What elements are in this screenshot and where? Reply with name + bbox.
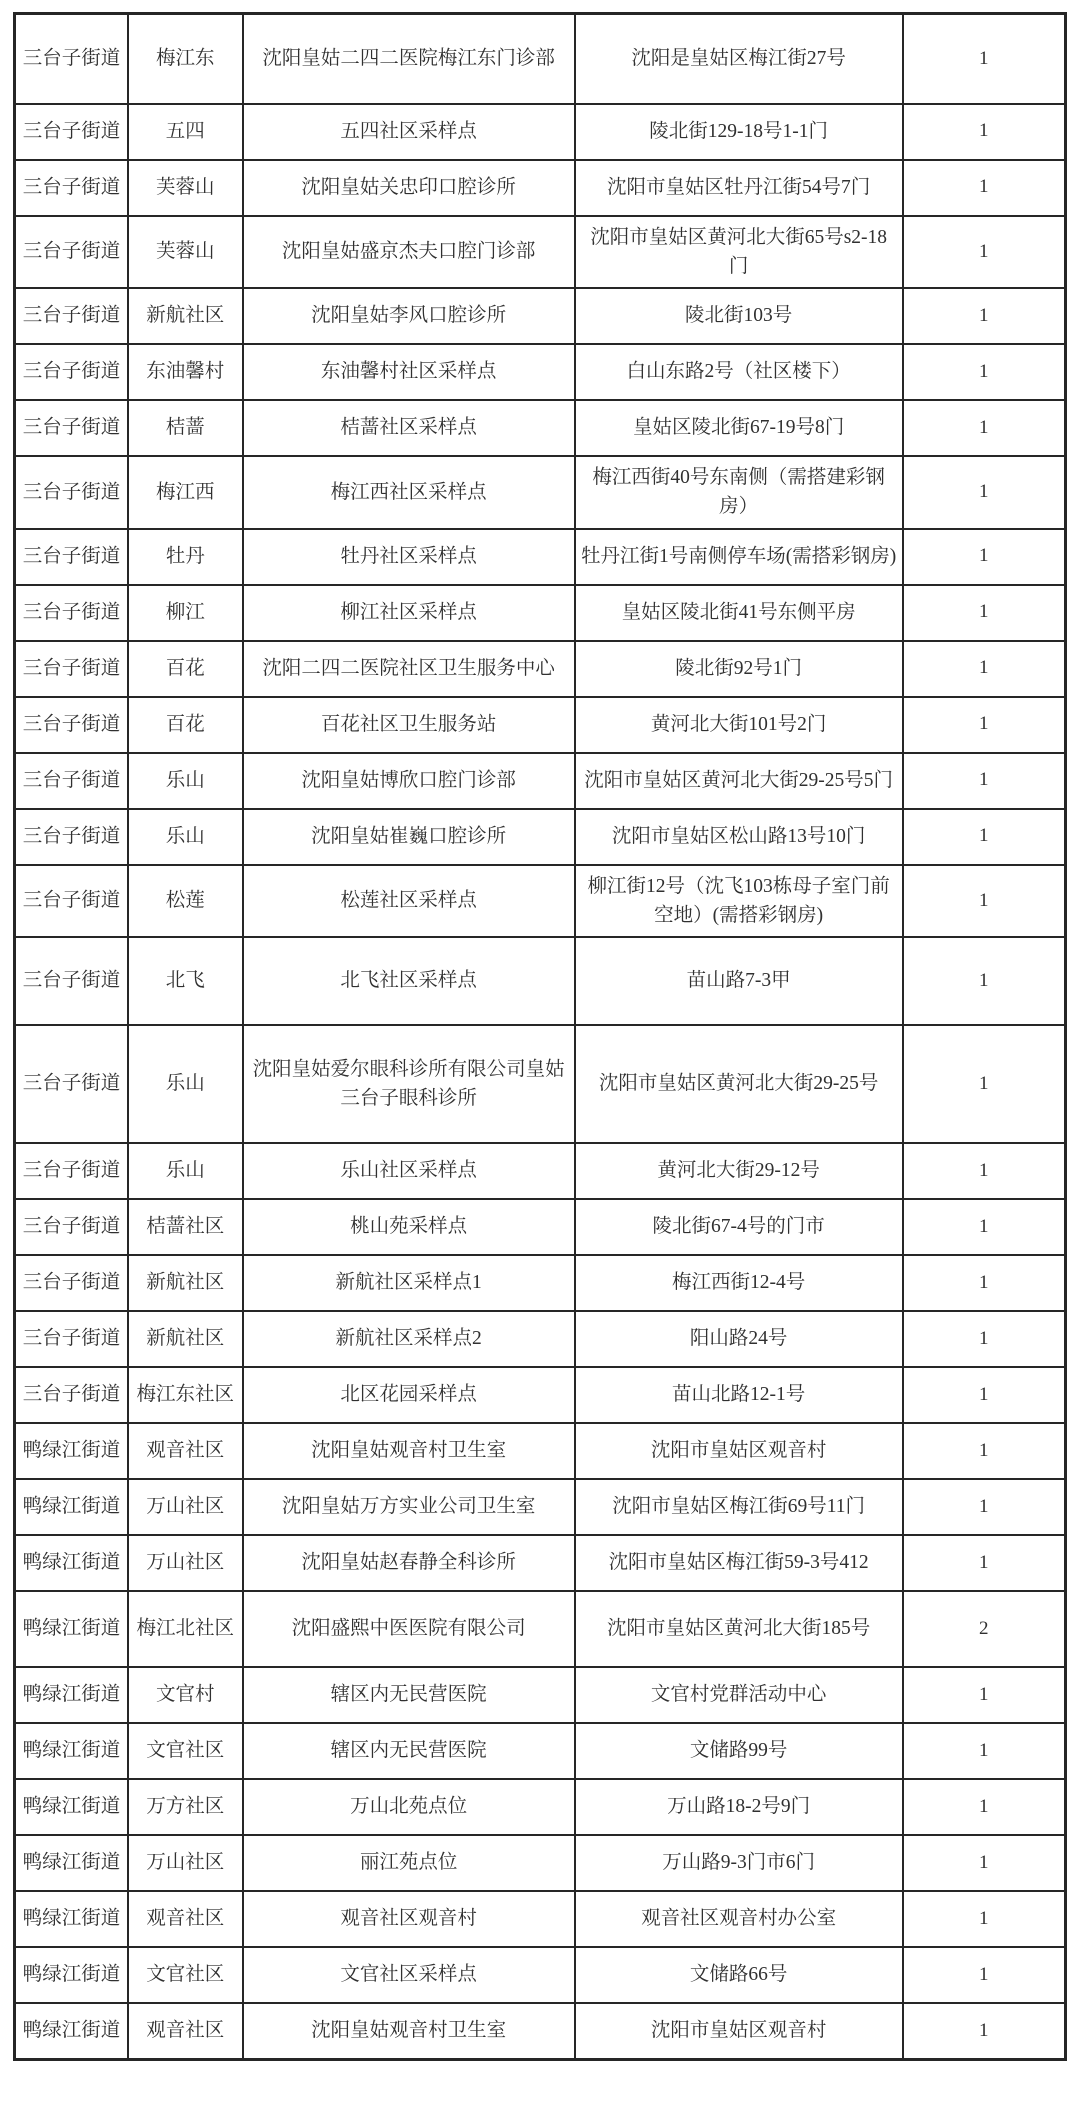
table-row	[15, 937, 1066, 1025]
cell-site: 沈阳盛熙中医医院有限公司	[243, 1591, 575, 1667]
cell-address: 沈阳市皇姑区牡丹江街54号7门	[575, 160, 903, 216]
cell-street: 三台子街道	[15, 1367, 129, 1423]
table-row	[15, 2003, 1066, 2059]
table-row	[15, 753, 1066, 809]
cell-address: 皇姑区陵北街67-19号8门	[575, 400, 903, 456]
table-row	[15, 160, 1066, 216]
cell-site: 沈阳皇姑关忠印口腔诊所	[243, 160, 575, 216]
cell-count: 1	[903, 1143, 1066, 1199]
cell-count: 1	[903, 1423, 1066, 1479]
cell-address: 皇姑区陵北街41号东侧平房	[575, 585, 903, 641]
cell-community: 梅江北社区	[128, 1591, 243, 1667]
cell-community: 梅江东社区	[128, 1367, 243, 1423]
cell-address: 陵北街129-18号1-1门	[575, 104, 903, 160]
cell-street: 三台子街道	[15, 14, 129, 104]
cell-community: 乐山	[128, 1143, 243, 1199]
cell-address: 陵北街92号1门	[575, 641, 903, 697]
cell-address: 万山路18-2号9门	[575, 1779, 903, 1835]
cell-community: 乐山	[128, 753, 243, 809]
cell-site: 文官社区采样点	[243, 1947, 575, 2003]
cell-count: 1	[903, 697, 1066, 753]
cell-community: 东油馨村	[128, 344, 243, 400]
cell-count: 1	[903, 1723, 1066, 1779]
cell-site: 新航社区采样点1	[243, 1255, 575, 1311]
cell-count: 1	[903, 1779, 1066, 1835]
cell-address: 沈阳市皇姑区黄河北大街65号s2-18门	[575, 216, 903, 289]
cell-address: 沈阳市皇姑区观音村	[575, 1423, 903, 1479]
table-row	[15, 288, 1066, 344]
cell-address: 文官村党群活动中心	[575, 1667, 903, 1723]
cell-count: 1	[903, 1947, 1066, 2003]
table-row	[15, 1025, 1066, 1143]
cell-count: 1	[903, 1835, 1066, 1891]
cell-count: 1	[903, 529, 1066, 585]
table-row	[15, 1199, 1066, 1255]
cell-community: 新航社区	[128, 1311, 243, 1367]
cell-count: 1	[903, 344, 1066, 400]
cell-site: 东油馨村社区采样点	[243, 344, 575, 400]
cell-address: 牡丹江街1号南侧停车场(需搭彩钢房)	[575, 529, 903, 585]
cell-address: 陵北街67-4号的门市	[575, 1199, 903, 1255]
table-row	[15, 865, 1066, 938]
table-row	[15, 1947, 1066, 2003]
cell-site: 沈阳皇姑李风口腔诊所	[243, 288, 575, 344]
table-row	[15, 14, 1066, 104]
cell-street: 三台子街道	[15, 585, 129, 641]
sampling-sites-table	[13, 12, 1067, 2061]
cell-community: 芙蓉山	[128, 160, 243, 216]
table-row	[15, 697, 1066, 753]
cell-site: 柳江社区采样点	[243, 585, 575, 641]
table-row	[15, 1311, 1066, 1367]
cell-street: 三台子街道	[15, 1311, 129, 1367]
cell-street: 三台子街道	[15, 1199, 129, 1255]
cell-site: 辖区内无民营医院	[243, 1723, 575, 1779]
cell-community: 牡丹	[128, 529, 243, 585]
cell-site: 新航社区采样点2	[243, 1311, 575, 1367]
cell-count: 1	[903, 865, 1066, 938]
table-row	[15, 1723, 1066, 1779]
cell-community: 文官社区	[128, 1947, 243, 2003]
cell-street: 三台子街道	[15, 344, 129, 400]
table-row	[15, 456, 1066, 529]
cell-street: 三台子街道	[15, 1255, 129, 1311]
cell-street: 三台子街道	[15, 288, 129, 344]
cell-site: 丽江苑点位	[243, 1835, 575, 1891]
cell-community: 观音社区	[128, 2003, 243, 2059]
table-row	[15, 400, 1066, 456]
cell-address: 观音社区观音村办公室	[575, 1891, 903, 1947]
cell-street: 鸭绿江街道	[15, 1667, 129, 1723]
cell-site: 沈阳皇姑博欣口腔门诊部	[243, 753, 575, 809]
cell-community: 百花	[128, 697, 243, 753]
cell-site: 沈阳二四二医院社区卫生服务中心	[243, 641, 575, 697]
cell-community: 百花	[128, 641, 243, 697]
cell-street: 三台子街道	[15, 456, 129, 529]
table-row	[15, 1479, 1066, 1535]
cell-count: 1	[903, 216, 1066, 289]
cell-site: 沈阳皇姑赵春静全科诊所	[243, 1535, 575, 1591]
cell-site: 桃山苑采样点	[243, 1199, 575, 1255]
cell-count: 1	[903, 1025, 1066, 1143]
cell-site: 沈阳皇姑万方实业公司卫生室	[243, 1479, 575, 1535]
cell-street: 三台子街道	[15, 753, 129, 809]
cell-street: 鸭绿江街道	[15, 2003, 129, 2059]
cell-count: 1	[903, 14, 1066, 104]
cell-count: 1	[903, 160, 1066, 216]
cell-address: 文储路99号	[575, 1723, 903, 1779]
cell-count: 1	[903, 809, 1066, 865]
cell-site: 沈阳皇姑观音村卫生室	[243, 2003, 575, 2059]
cell-community: 桔蔷	[128, 400, 243, 456]
cell-address: 沈阳市皇姑区黄河北大街185号	[575, 1591, 903, 1667]
cell-address: 黄河北大街29-12号	[575, 1143, 903, 1199]
cell-street: 三台子街道	[15, 641, 129, 697]
table-row	[15, 216, 1066, 289]
cell-street: 鸭绿江街道	[15, 1891, 129, 1947]
table-row	[15, 1255, 1066, 1311]
cell-street: 鸭绿江街道	[15, 1723, 129, 1779]
cell-street: 三台子街道	[15, 1025, 129, 1143]
cell-address: 沈阳是皇姑区梅江街27号	[575, 14, 903, 104]
cell-site: 百花社区卫生服务站	[243, 697, 575, 753]
cell-address: 文储路66号	[575, 1947, 903, 2003]
cell-community: 北飞	[128, 937, 243, 1025]
cell-count: 1	[903, 1199, 1066, 1255]
cell-address: 苗山路7-3甲	[575, 937, 903, 1025]
cell-count: 1	[903, 641, 1066, 697]
cell-count: 1	[903, 1667, 1066, 1723]
cell-site: 松莲社区采样点	[243, 865, 575, 938]
cell-community: 观音社区	[128, 1891, 243, 1947]
cell-address: 万山路9-3门市6门	[575, 1835, 903, 1891]
cell-count: 1	[903, 1479, 1066, 1535]
cell-address: 梅江西街40号东南侧（需搭建彩钢房）	[575, 456, 903, 529]
table-body	[15, 14, 1066, 2060]
cell-count: 1	[903, 456, 1066, 529]
table-row	[15, 1779, 1066, 1835]
cell-address: 沈阳市皇姑区松山路13号10门	[575, 809, 903, 865]
cell-address: 沈阳市皇姑区梅江街59-3号412	[575, 1535, 903, 1591]
cell-address: 苗山北路12-1号	[575, 1367, 903, 1423]
cell-address: 沈阳市皇姑区梅江街69号11门	[575, 1479, 903, 1535]
table-row	[15, 641, 1066, 697]
cell-count: 1	[903, 288, 1066, 344]
table-row	[15, 1535, 1066, 1591]
cell-site: 沈阳皇姑盛京杰夫口腔门诊部	[243, 216, 575, 289]
cell-address: 沈阳市皇姑区黄河北大街29-25号	[575, 1025, 903, 1143]
cell-community: 新航社区	[128, 288, 243, 344]
cell-street: 三台子街道	[15, 865, 129, 938]
cell-count: 1	[903, 937, 1066, 1025]
table-row	[15, 344, 1066, 400]
cell-street: 三台子街道	[15, 400, 129, 456]
cell-site: 沈阳皇姑观音村卫生室	[243, 1423, 575, 1479]
cell-community: 五四	[128, 104, 243, 160]
cell-address: 陵北街103号	[575, 288, 903, 344]
cell-site: 观音社区观音村	[243, 1891, 575, 1947]
cell-site: 乐山社区采样点	[243, 1143, 575, 1199]
cell-address: 梅江西街12-4号	[575, 1255, 903, 1311]
cell-community: 柳江	[128, 585, 243, 641]
cell-address: 阳山路24号	[575, 1311, 903, 1367]
cell-street: 三台子街道	[15, 937, 129, 1025]
table-row	[15, 1423, 1066, 1479]
cell-site: 万山北苑点位	[243, 1779, 575, 1835]
cell-address: 沈阳市皇姑区观音村	[575, 2003, 903, 2059]
cell-site: 北区花园采样点	[243, 1367, 575, 1423]
cell-community: 文官村	[128, 1667, 243, 1723]
cell-count: 1	[903, 1367, 1066, 1423]
cell-street: 三台子街道	[15, 216, 129, 289]
cell-address: 白山东路2号（社区楼下）	[575, 344, 903, 400]
cell-count: 1	[903, 104, 1066, 160]
cell-community: 万方社区	[128, 1779, 243, 1835]
cell-street: 三台子街道	[15, 1143, 129, 1199]
cell-street: 鸭绿江街道	[15, 1479, 129, 1535]
cell-address: 黄河北大街101号2门	[575, 697, 903, 753]
cell-street: 三台子街道	[15, 697, 129, 753]
cell-community: 万山社区	[128, 1835, 243, 1891]
cell-street: 鸭绿江街道	[15, 1779, 129, 1835]
cell-count: 1	[903, 753, 1066, 809]
cell-count: 1	[903, 1891, 1066, 1947]
cell-community: 新航社区	[128, 1255, 243, 1311]
cell-street: 三台子街道	[15, 529, 129, 585]
cell-site: 沈阳皇姑崔巍口腔诊所	[243, 809, 575, 865]
cell-community: 万山社区	[128, 1479, 243, 1535]
cell-street: 三台子街道	[15, 160, 129, 216]
table-row	[15, 1143, 1066, 1199]
cell-site: 辖区内无民营医院	[243, 1667, 575, 1723]
cell-site: 沈阳皇姑爱尔眼科诊所有限公司皇姑三台子眼科诊所	[243, 1025, 575, 1143]
cell-street: 鸭绿江街道	[15, 1947, 129, 2003]
table-row	[15, 1835, 1066, 1891]
table-row	[15, 1667, 1066, 1723]
cell-community: 观音社区	[128, 1423, 243, 1479]
cell-site: 北飞社区采样点	[243, 937, 575, 1025]
cell-site: 沈阳皇姑二四二医院梅江东门诊部	[243, 14, 575, 104]
table-row	[15, 104, 1066, 160]
cell-street: 三台子街道	[15, 809, 129, 865]
cell-address: 柳江街12号（沈飞103栋母子室门前空地）(需搭彩钢房)	[575, 865, 903, 938]
cell-street: 鸭绿江街道	[15, 1423, 129, 1479]
cell-count: 1	[903, 1255, 1066, 1311]
cell-street: 鸭绿江街道	[15, 1591, 129, 1667]
cell-community: 文官社区	[128, 1723, 243, 1779]
cell-count: 1	[903, 1311, 1066, 1367]
cell-site: 梅江西社区采样点	[243, 456, 575, 529]
cell-community: 松莲	[128, 865, 243, 938]
table-row	[15, 529, 1066, 585]
cell-count: 1	[903, 585, 1066, 641]
table-row	[15, 1891, 1066, 1947]
cell-count: 1	[903, 400, 1066, 456]
cell-community: 万山社区	[128, 1535, 243, 1591]
cell-street: 鸭绿江街道	[15, 1535, 129, 1591]
cell-site: 牡丹社区采样点	[243, 529, 575, 585]
table-row	[15, 809, 1066, 865]
cell-community: 乐山	[128, 1025, 243, 1143]
cell-street: 鸭绿江街道	[15, 1835, 129, 1891]
cell-street: 三台子街道	[15, 104, 129, 160]
cell-community: 梅江东	[128, 14, 243, 104]
cell-site: 五四社区采样点	[243, 104, 575, 160]
cell-community: 乐山	[128, 809, 243, 865]
table-row	[15, 1367, 1066, 1423]
cell-count: 1	[903, 2003, 1066, 2059]
cell-site: 桔蔷社区采样点	[243, 400, 575, 456]
table-row	[15, 585, 1066, 641]
cell-community: 桔蔷社区	[128, 1199, 243, 1255]
cell-count: 2	[903, 1591, 1066, 1667]
cell-community: 芙蓉山	[128, 216, 243, 289]
cell-count: 1	[903, 1535, 1066, 1591]
cell-community: 梅江西	[128, 456, 243, 529]
table-row	[15, 1591, 1066, 1667]
cell-address: 沈阳市皇姑区黄河北大街29-25号5门	[575, 753, 903, 809]
